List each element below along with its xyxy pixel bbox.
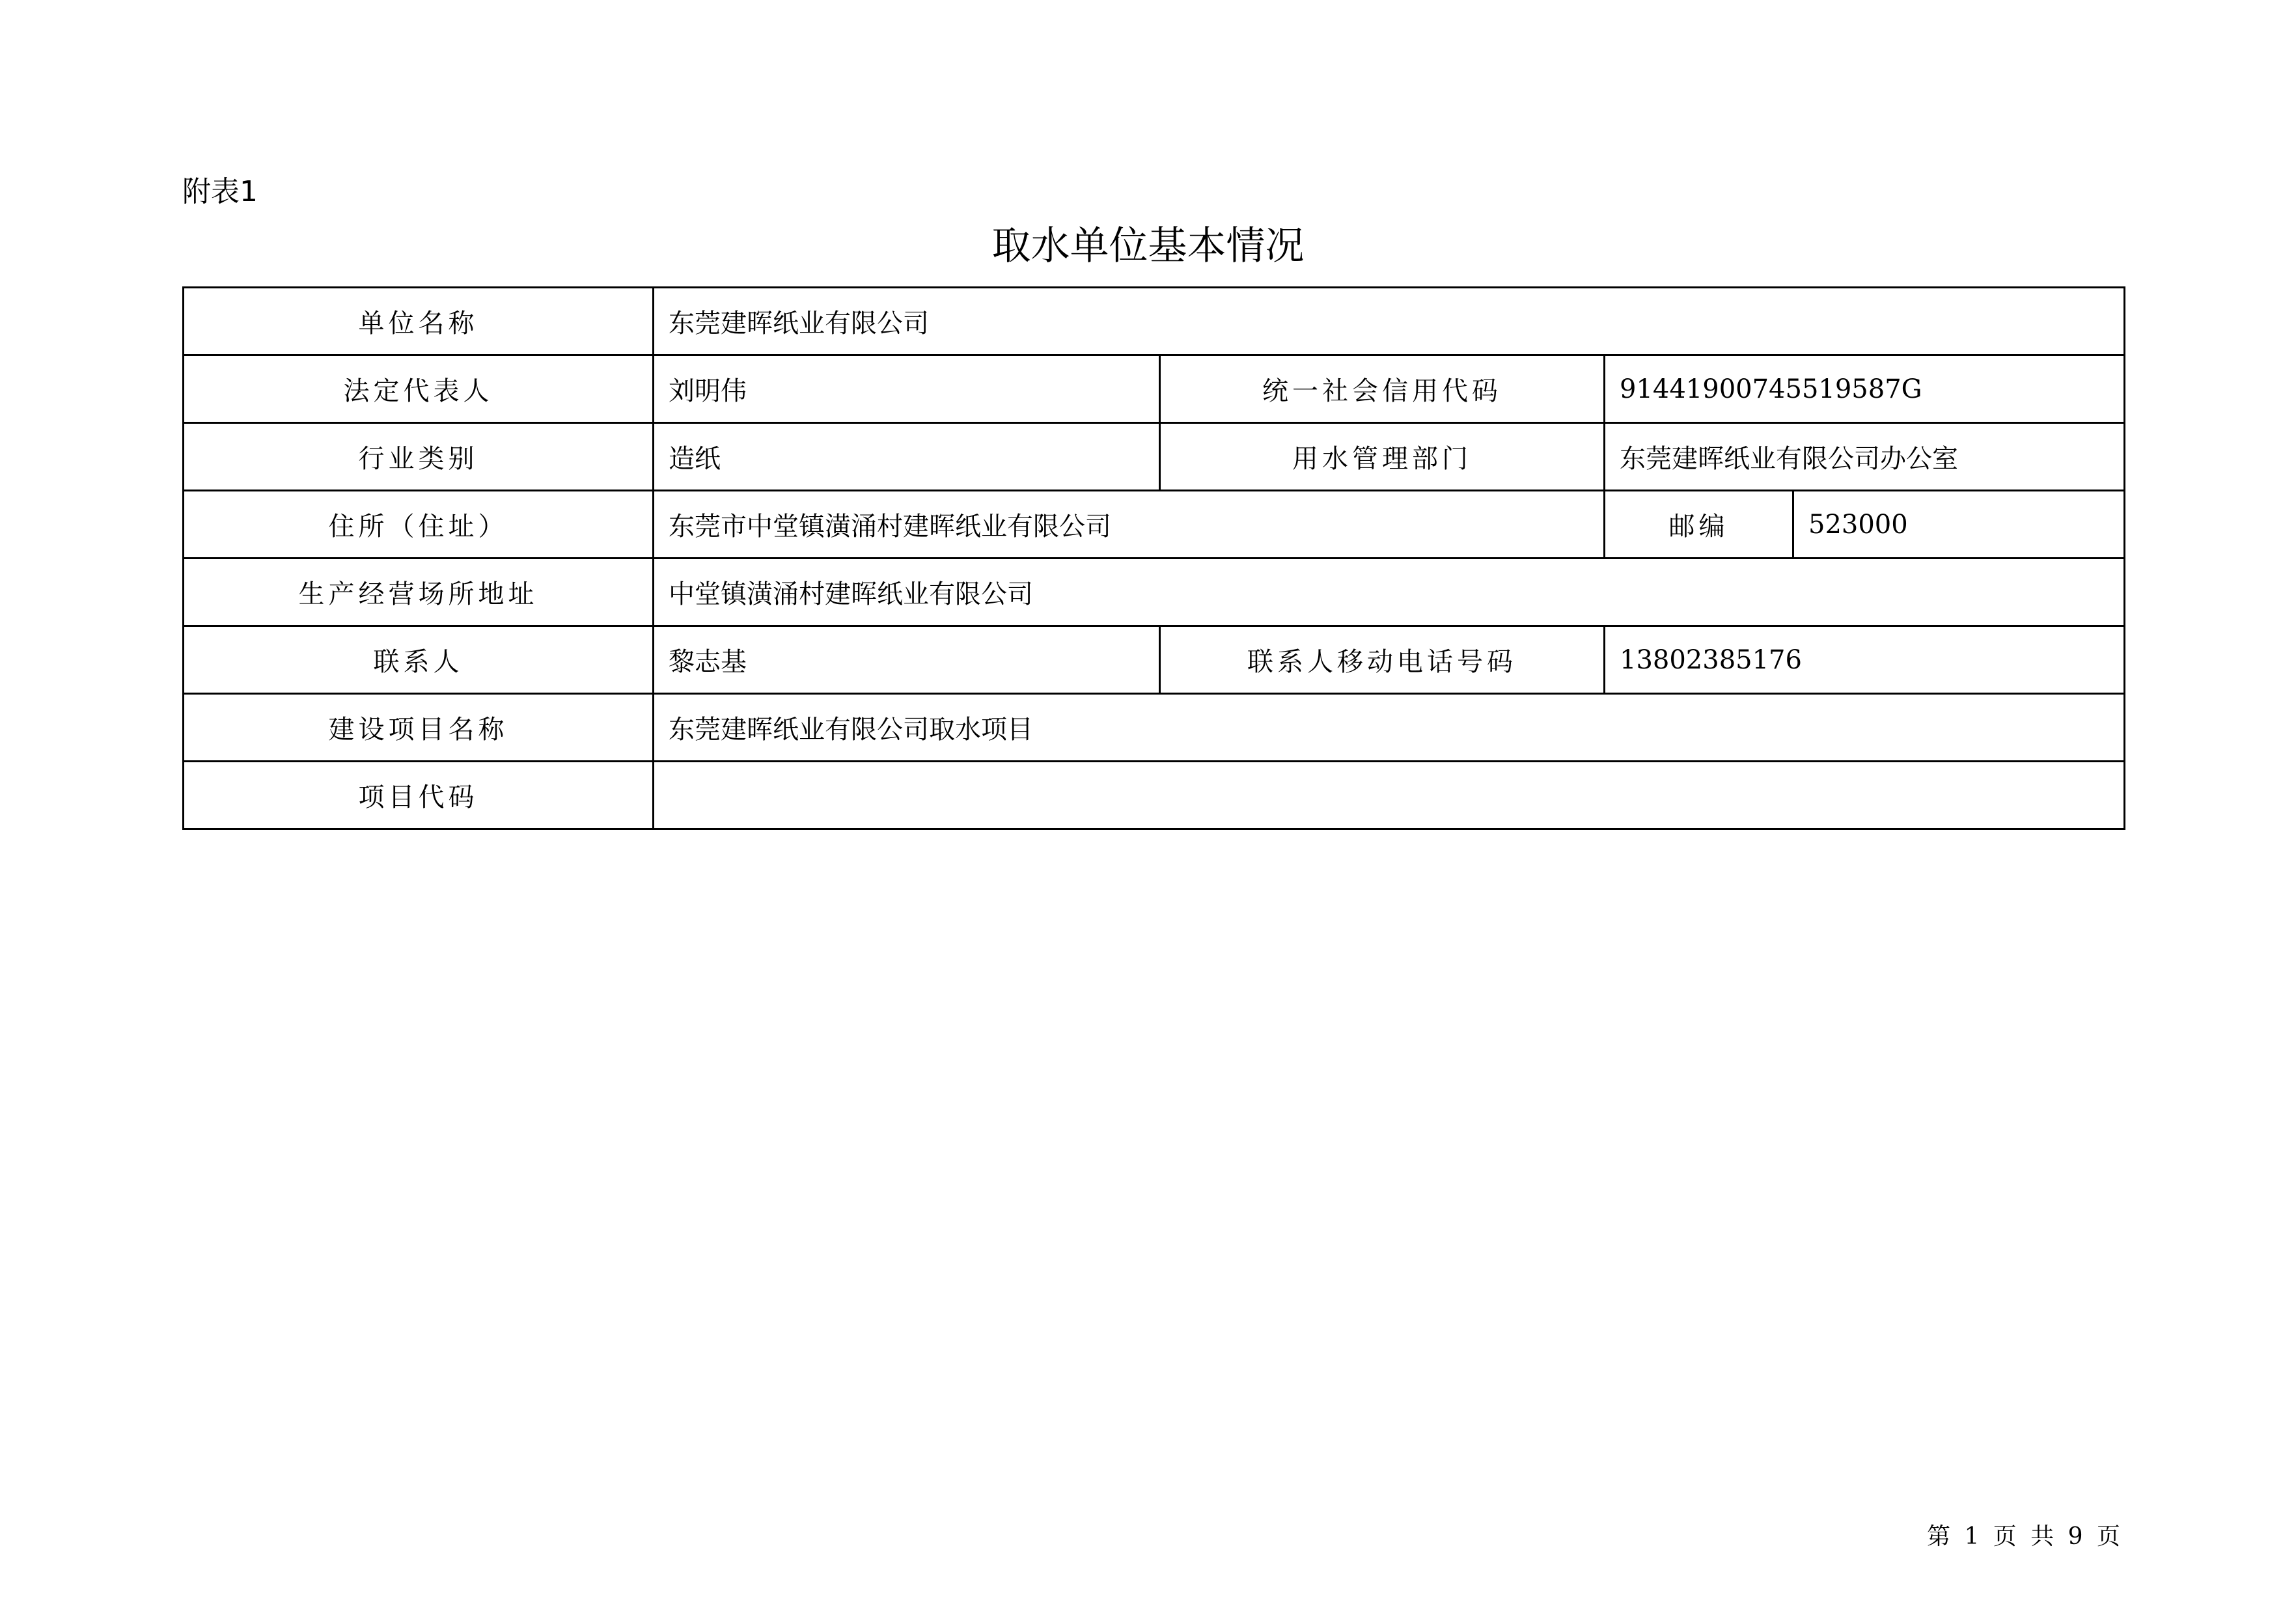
table-row <box>184 694 2125 762</box>
unit-name-label: 单位名称 <box>184 288 654 355</box>
credit-code-label: 统一社会信用代码 <box>1160 355 1605 423</box>
annex-label: 附表1 <box>182 175 258 208</box>
project-name-label: 建设项目名称 <box>184 694 654 762</box>
legal-rep-label: 法定代表人 <box>184 355 654 423</box>
water-dept-label: 用水管理部门 <box>1160 423 1605 491</box>
contact-phone-value: 13802385176 <box>1605 626 2125 694</box>
address-label: 住所（住址） <box>184 491 654 559</box>
industry-label: 行业类别 <box>184 423 654 491</box>
contact-label: 联系人 <box>184 626 654 694</box>
table-row <box>184 762 2125 829</box>
address-value: 东莞市中堂镇潢涌村建晖纸业有限公司 <box>654 491 1605 559</box>
project-code-label: 项目代码 <box>184 762 654 829</box>
page-number: 第 1 页 共 9 页 <box>1927 1523 2121 1550</box>
project-code-value <box>654 762 2125 829</box>
page-title: 取水单位基本情况 <box>991 223 1305 269</box>
postcode-label: 邮编 <box>1605 491 1793 559</box>
postcode-value: 523000 <box>1793 491 2125 559</box>
table-row <box>184 559 2125 626</box>
info-table <box>182 286 2125 830</box>
table-row <box>184 355 2125 423</box>
legal-rep-value: 刘明伟 <box>654 355 1160 423</box>
unit-name-value: 东莞建晖纸业有限公司 <box>654 288 2125 355</box>
water-dept-value: 东莞建晖纸业有限公司办公室 <box>1605 423 2125 491</box>
contact-phone-label: 联系人移动电话号码 <box>1160 626 1605 694</box>
site-address-label: 生产经营场所地址 <box>184 559 654 626</box>
site-address-value: 中堂镇潢涌村建晖纸业有限公司 <box>654 559 2125 626</box>
table-row <box>184 626 2125 694</box>
contact-value: 黎志基 <box>654 626 1160 694</box>
project-name-value: 东莞建晖纸业有限公司取水项目 <box>654 694 2125 762</box>
table-row <box>184 288 2125 355</box>
table-row <box>184 491 2125 559</box>
table-row <box>184 423 2125 491</box>
industry-value: 造纸 <box>654 423 1160 491</box>
credit-code-value: 91441900745519587G <box>1605 355 2125 423</box>
